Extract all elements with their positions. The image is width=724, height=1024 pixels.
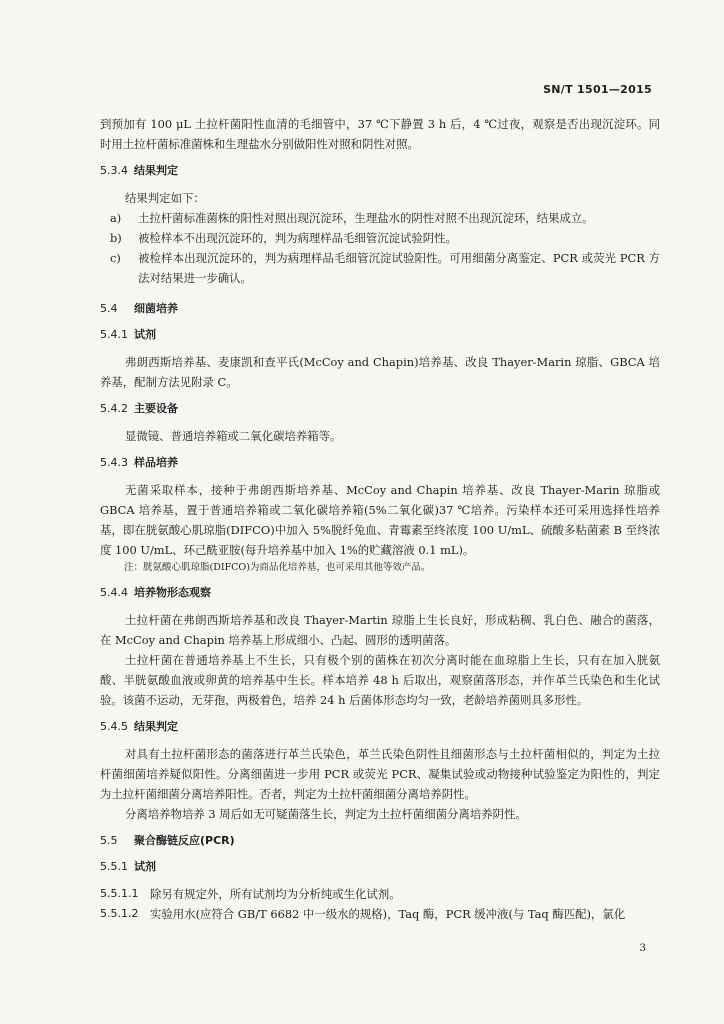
document-body <box>100 114 660 924</box>
section-heading-5-5: 5.5 聚合酶链反应(PCR) <box>100 834 235 847</box>
subsection-5-5-1-1: 5.5.1.1 除另有规定外，所有试剂均为分析纯或生化试剂。 <box>100 887 401 901</box>
paragraph: 结果判定如下： <box>125 191 205 205</box>
note: 注：胱氨酸心肌琼脂(DIFCO)为商品化培养基，也可采用其他等效产品。 <box>124 562 431 573</box>
paragraph: 分离培养物培养 3 周后如无可疑菌落生长，判定为土拉杆菌细菌分离培养阴性。 <box>125 807 527 821</box>
section-heading-5-4-2: 5.4.2 主要设备 <box>100 402 178 415</box>
section-heading-5-4-1: 5.4.1 试剂 <box>100 328 156 341</box>
paragraph: 到预加有 100 μL 土拉杆菌阳性血清的毛细管中，37 ℃下静置 3 h 后，4 ℃过夜，观察是否出现沉淀环。同时用土拉杆菌标准菌株和生理盐水分别做阳性对照和阴性对照。 <box>100 117 660 151</box>
document-code: SN/T 1501—2015 <box>543 83 652 96</box>
list-item: c) 被检样本出现沉淀环的，判为病理样品毛细管沉淀试验阳性。可用细菌分离鉴定、PCR 或荧光 PCR 方法对结果进一步确认。 <box>110 251 660 285</box>
paragraph: 弗朗西斯培养基、麦康凯和查平氏(McCoy and Chapin)培养基、改良 Thayer-Marin 琼脂、GBCA 培养基，配制方法见附录 C。 <box>100 355 660 389</box>
section-heading-5-5-1: 5.5.1 试剂 <box>100 860 156 873</box>
section-heading-5-4-3: 5.4.3 样品培养 <box>100 456 178 469</box>
list-item: b) 被检样本不出现沉淀环的，判为病理样品毛细管沉淀试验阴性。 <box>110 231 457 245</box>
paragraph: 土拉杆菌在弗朗西斯培养基和改良 Thayer-Martin 琼脂上生长良好，形成粘稠、乳白色、融合的菌落，在 McCoy and Chapin 培养基上形成细小、凸起、圆形的透明菌落。 <box>100 613 660 647</box>
subsection-5-5-1-2: 5.5.1.2 实验用水(应符合 GB/T 6682 中一级水的规格)，Taq 酶，PCR 缓冲液(与 Taq 酶匹配)，氯化 <box>100 907 626 921</box>
section-heading-5-4-4: 5.4.4 培养物形态观察 <box>100 586 211 599</box>
paragraph: 土拉杆菌在普通培养基上不生长，只有极个别的菌株在初次分离时能在血琼脂上生长，只有在加入胱氨酸、半胱氨酸血液或卵黄的培养基中生长。样本培养 48 h 后取出，观察菌落形态，并作革兰氏染色和生化试验。该菌不运动，无芽孢，两极着色，培养 24 h 后菌体形态均匀一致，老龄培养菌则具多形性。 <box>100 653 660 707</box>
list-item: a) 土拉杆菌标准菌株的阳性对照出现沉淀环，生理盐水的阴性对照不出现沉淀环，结果成立。 <box>110 211 594 225</box>
section-heading-5-3-4: 5.3.4 结果判定 <box>100 164 178 177</box>
section-heading-5-4-5: 5.4.5 结果判定 <box>100 720 178 733</box>
paragraph: 对具有土拉杆菌形态的菌落进行革兰氏染色，革兰氏染色阴性且细菌形态与土拉杆菌相似的，判定为土拉杆菌细菌培养疑似阳性。分离细菌进一步用 PCR 或荧光 PCR、凝集试验或动物接种试验鉴定为阳性的，判定为土拉杆菌细菌分离培养阳性。否者，判定为土拉杆菌细菌分离培养阴性。 <box>100 747 660 801</box>
paragraph: 显微镜、普通培养箱或二氧化碳培养箱等。 <box>125 429 342 443</box>
paragraph: 无菌采取样本，接种于弗朗西斯培养基、McCoy and Chapin 培养基、改良 Thayer-Marin 琼脂或 GBCA 培养基，置于普通培养箱或二氧化碳培养箱(5%二氧化碳)37 ℃培养。污染样本还可采用选择性培养基，即在胱氨酸心肌琼脂(DIFCO)中加入 5%脱纤兔血、青霉素至终浓度 100 U/mL、硫酸多粘菌素 B 至终浓度 100 U/mL、环己酰亚胺(每升培养基中加入 1%的贮藏溶液 0.1 mL)。 <box>100 483 660 557</box>
section-heading-5-4: 5.4 细菌培养 <box>100 302 178 315</box>
page-number: 3 <box>639 942 646 954</box>
